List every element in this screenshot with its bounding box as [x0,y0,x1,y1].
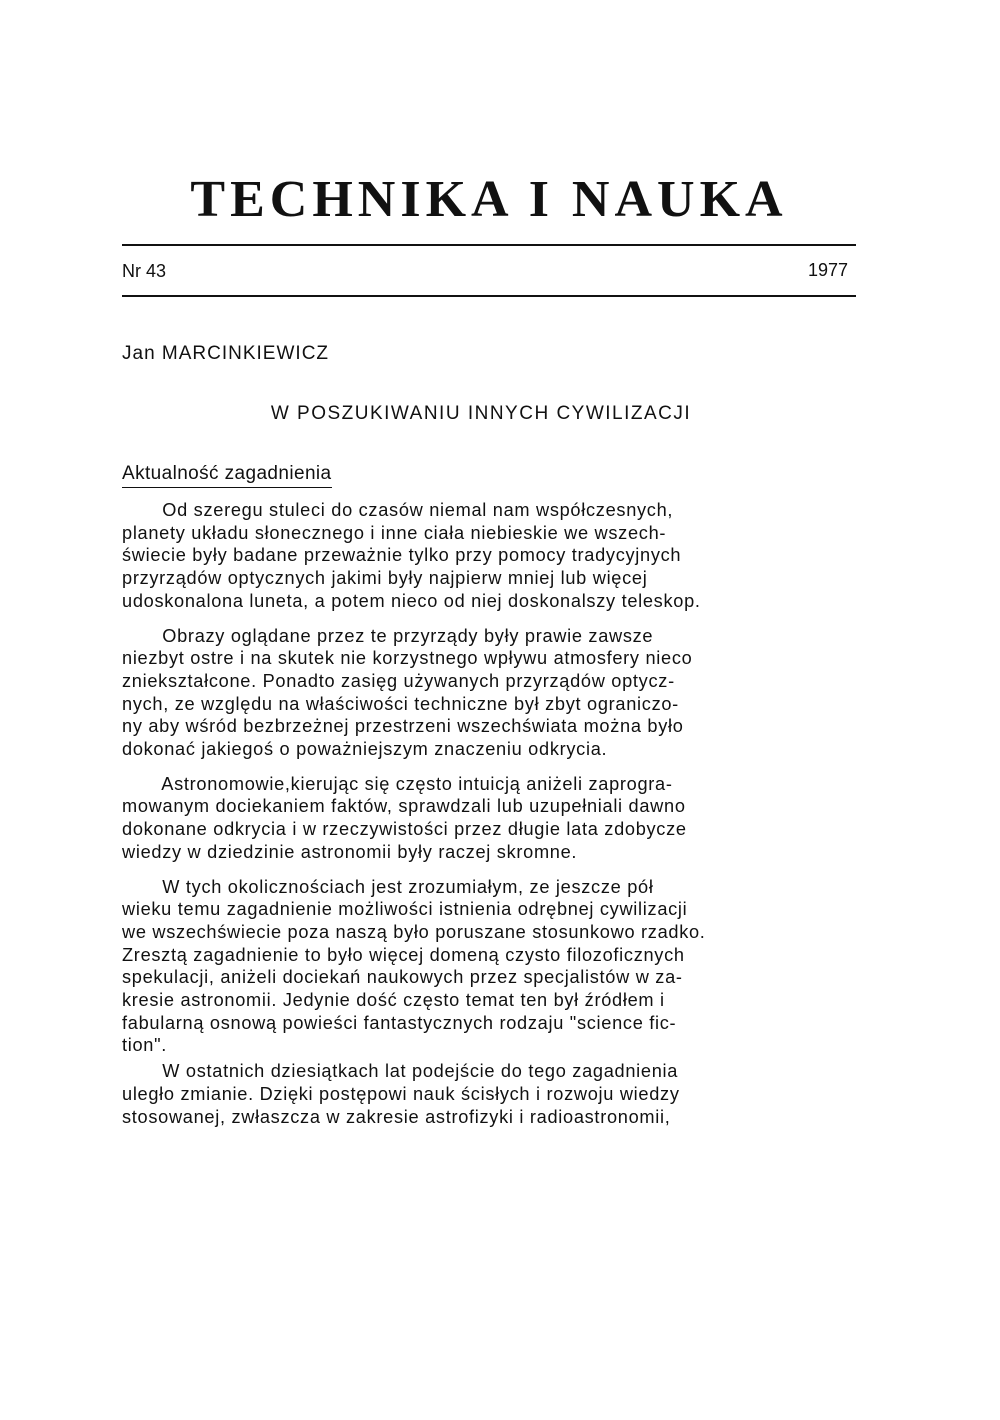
paragraph: W tych okolicznościach jest zrozumiałym, ze jeszcze pół wieku temu zagadnienie możliwości istnienia odrębnej cywilizacji we wszechświecie poza naszą było poruszane stosunkowo rzadko. Zresztą zagadnienie to było więcej domeną czysto filozoficznych spekulacji, aniżeli dociekań naukowych przez specjalistów w za- kresie astronomii. Jedynie dość często temat ten był źródłem i fabularną osnową powieści fantastycznych rodzaju "science fic- tion". [122,876,706,1056]
journal-title: TECHNIKA I NAUKA [190,171,788,228]
header-rule-bottom [122,295,856,297]
article-title: W POSZUKIWANIU INNYCH CYWILIZACJI [270,403,692,424]
article-author: Jan MARCINKIEWICZ [122,343,330,364]
issue-year: 1977 [807,260,848,280]
section-heading: Aktualność zagadnienia [122,461,332,488]
paragraph: Obrazy oglądane przez te przyrządy były prawie zawsze niezbyt ostre i na skutek nie korzystnego wpływu atmosfery nieco zniekształcone. Ponadto zasięg używanych przyrządów optycz- nych, ze względu na właściwości techniczne był zbyt ograniczo- ny aby wśród bezbrzeżnej przestrzeni wszechświata można było dokonać jakiegoś o poważniejszym znaczeniu odkrycia. [122,625,693,760]
header-rule-top [122,244,856,246]
paragraph: W ostatnich dziesiątkach lat podejście do tego zagadnienia uległo zmianie. Dzięki postępowi nauk ścisłych i rozwoju wiedzy stosowanej, zwłaszcza w zakresie astrofizyki i radioastronomii, [122,1061,680,1127]
paragraph: Astronomowie,kierując się często intuicją aniżeli zaprogra- mowanym dociekaniem faktów, sprawdzali lub uzupełniali dawno dokonane odkrycia i w rzeczywistości przez długie lata zdobycze wiedzy w dziedzinie astronomii były raczej skromne. [122,773,687,862]
issue-number: Nr 43 [122,261,167,281]
paragraph: Od szeregu stuleci do czasów niemal nam współczesnych, planety układu słonecznego i inne ciała niebieskie we wszech- świecie były badane przeważnie tylko przy pomocy tradycyjnych przyrządów optycznych jakimi były najpierw mniej lub więcej udoskonalona luneta, a potem nieco od niej doskonalszy teleskop. [122,500,701,611]
article-body [122,499,882,1128]
